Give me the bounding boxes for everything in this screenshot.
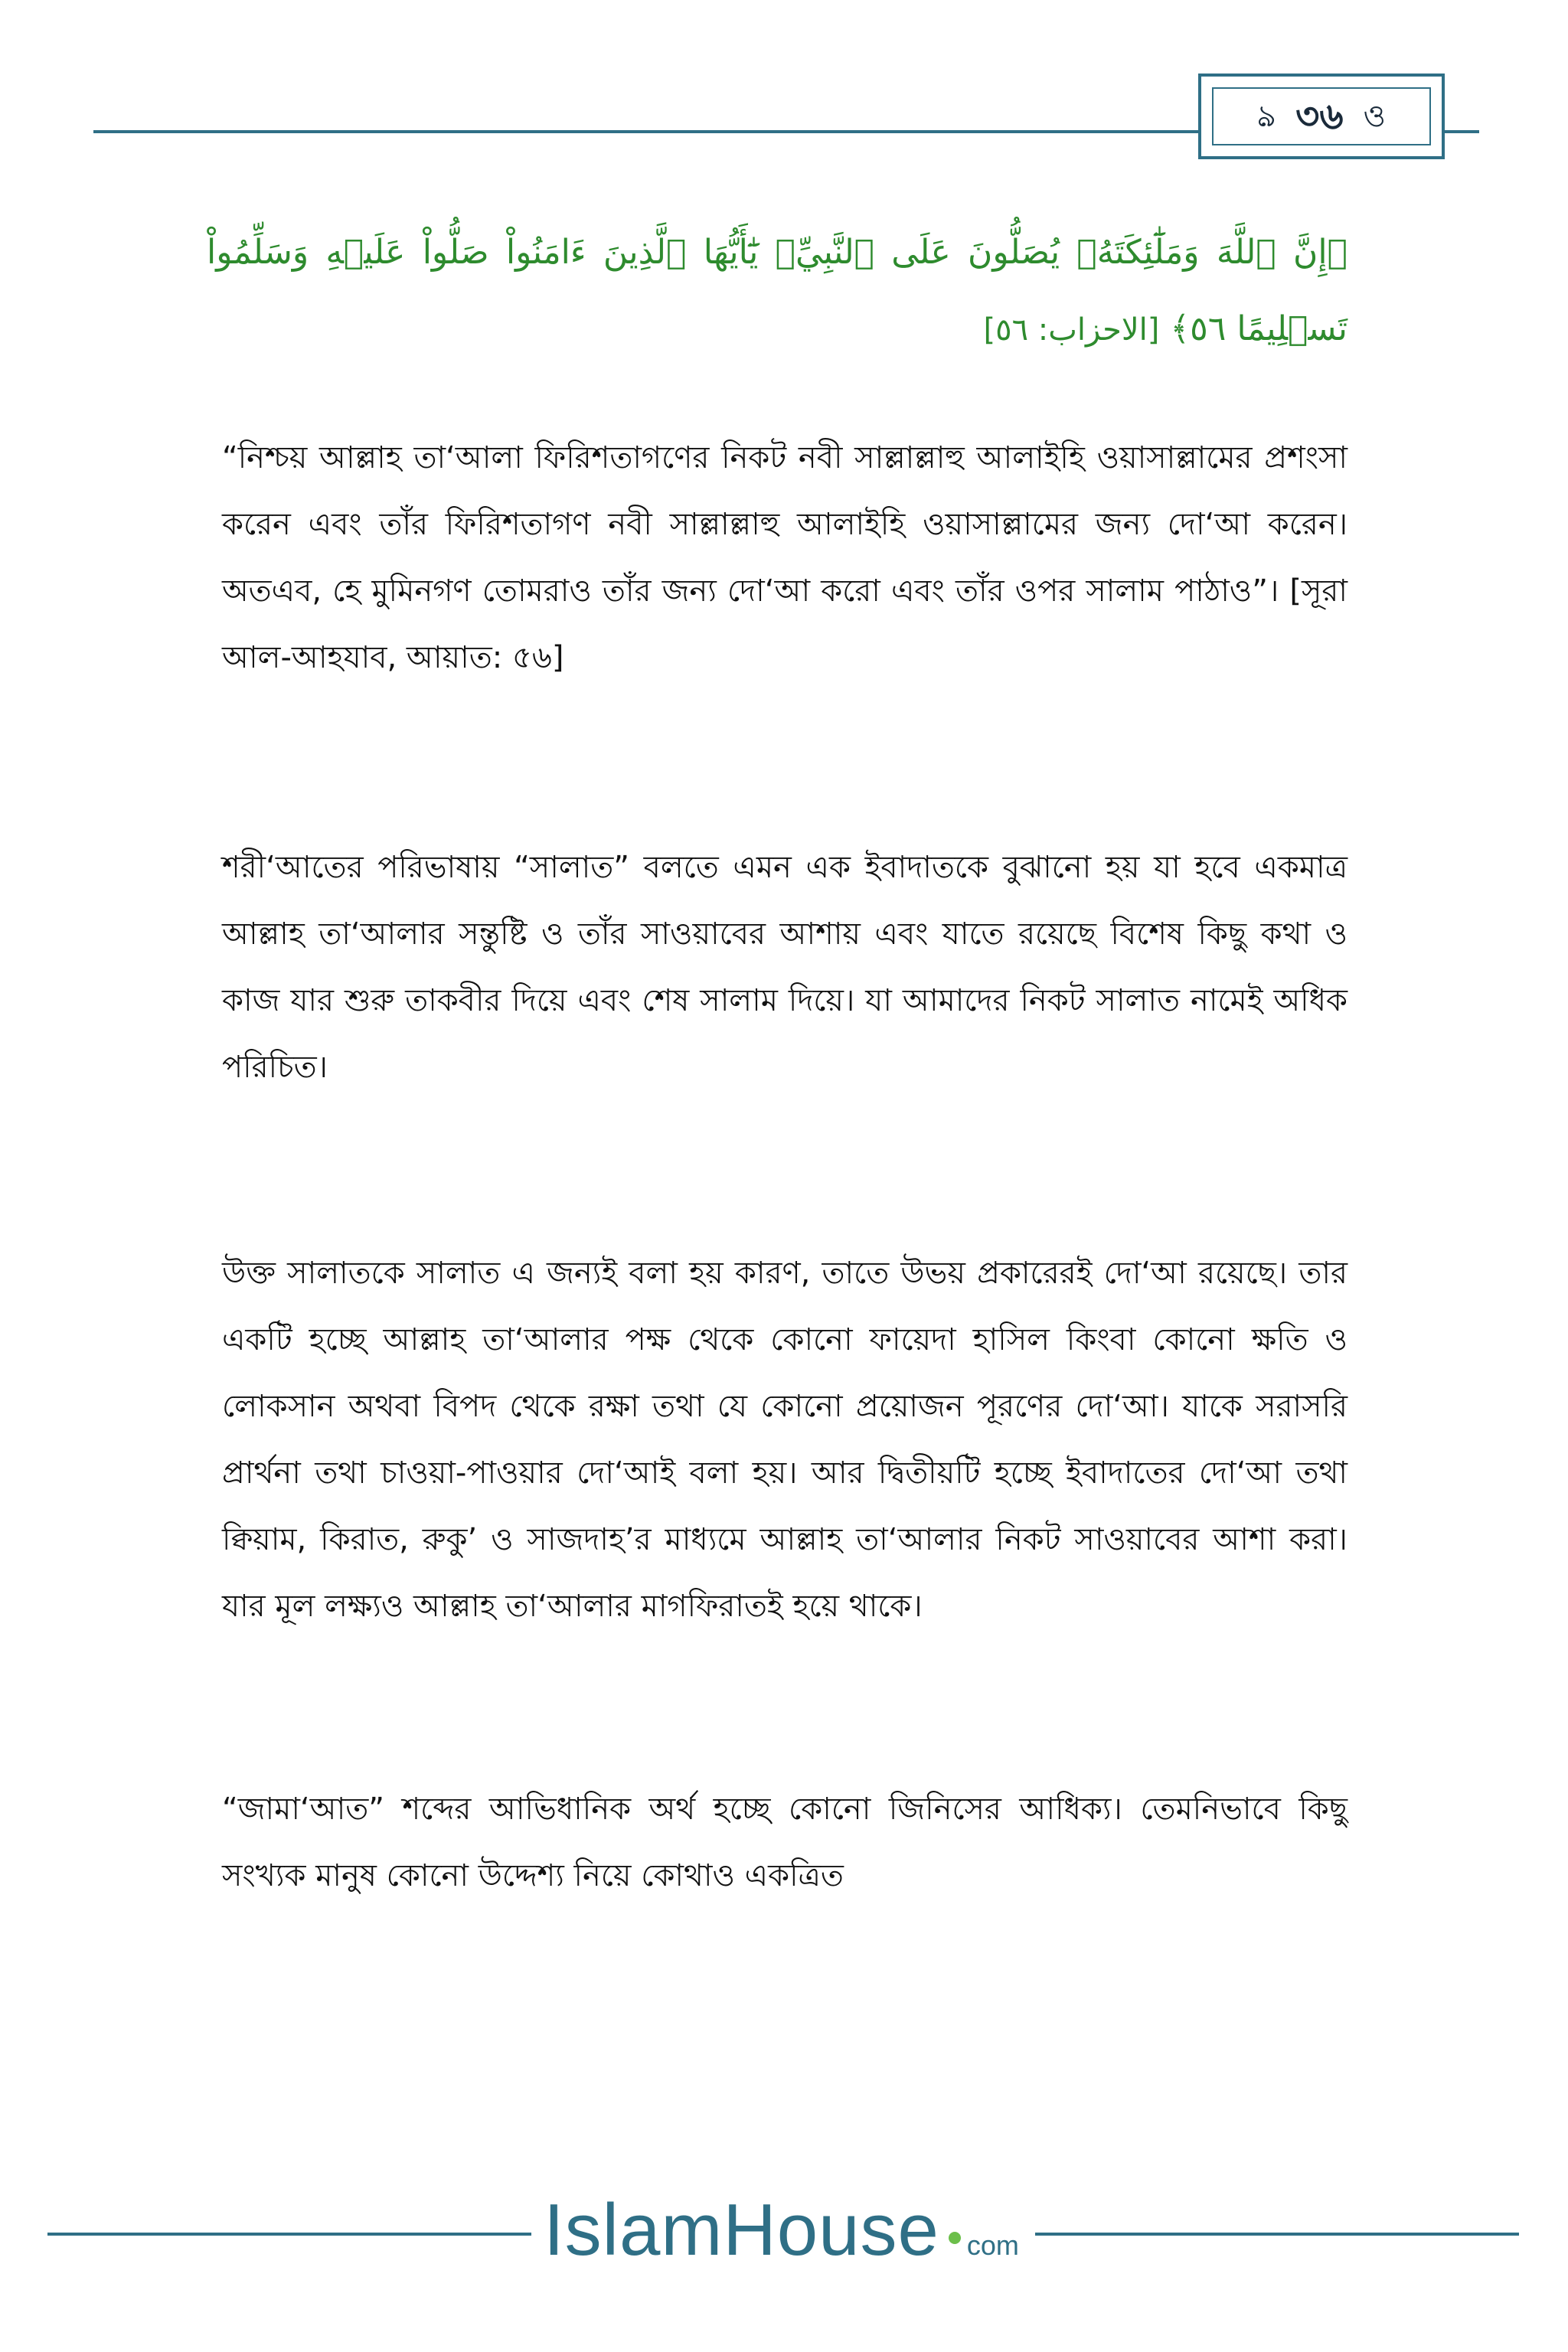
page-number-frame <box>1212 87 1431 145</box>
footer-brand-suffix: com <box>966 2230 1019 2261</box>
quran-verse-reference: [الاحزاب: ٥٦] <box>983 312 1160 348</box>
ornament-left-icon: ঌ <box>1257 99 1276 134</box>
brand-dot-icon <box>949 2232 961 2244</box>
paragraph-salat-definition: শরী‘আতের পরিভাষায় “সালাত” বলতে এমন এক ইবাদাতকে বুঝানো হয় যা হবে একমাত্র আল্লাহ তা‘আলার সন্তুষ্টি ও তাঁর সাওয়াবের আশায় এবং যাতে রয়েছে বিশেষ কিছু কথা ও কাজ যার শুরু তাকবীর দিয়ে এবং শেষ সালাম দিয়ে। যা আমাদের নিকট সালাত নামেই অধিক পরিচিত। <box>222 850 1348 1085</box>
footer-rule-left <box>47 2233 531 2236</box>
footer-rule-right <box>1035 2233 1519 2236</box>
footer-brand-name: IslamHouse <box>544 2189 939 2271</box>
paragraph-translation: “নিশ্চয় আল্লাহ তা‘আলা ফিরিশতাগণের নিকট নবী সাল্লাল্লাহু আলাইহি ওয়াসাল্লামের প্রশংসা করেন এবং তাঁর ফিরিশতাগণ নবী সাল্লাল্লাহু আলাইহি ওয়াসাল্লামের জন্য দো‘আ করেন। অতএব, হে মুমিনগণ তোমরাও তাঁর জন্য দো‘আ করো এবং তাঁর ওপর সালাম পাঠাও”। [সূরা আল-আহযাব, আয়াত: ৫৬] <box>222 440 1348 675</box>
page-number: ৩৬ <box>1295 95 1344 138</box>
ornament-right-icon: ও <box>1363 99 1386 134</box>
page-number-badge <box>1198 74 1445 159</box>
footer-logo <box>544 2188 1019 2272</box>
quran-verse-text: ﴿إِنَّ ٱللَّهَ وَمَلَٰٓئِكَتَهُۥ يُصَلُّونَ عَلَى ٱلنَّبِيِّۚ يَٰٓأَيُّهَا ٱلَّذِينَ ءَامَنُواْ صَلُّواْ عَلَيۡهِ وَسَلِّمُواْ تَسۡلِيمًا ٥٦﴾ <box>207 233 1348 348</box>
quran-verse <box>207 214 1348 368</box>
paragraph-salat-reason: উক্ত সালাতকে সালাত এ জন্যই বলা হয় কারণ, তাতে উভয় প্রকারেরই দো‘আ রয়েছে। তার একটি হচ্ছে আল্লাহ তা‘আলার পক্ষ থেকে কোনো ফায়েদা হাসিল কিংবা কোনো ক্ষতি ও লোকসান অথবা বিপদ থেকে রক্ষা তথা যে কোনো প্রয়োজন পূরণের দো‘আ। যাকে সরাসরি প্রার্থনা তথা চাওয়া-পাওয়ার দো‘আই বলা হয়। আর দ্বিতীয়টি হচ্ছে ইবাদাতের দো‘আ তথা ক্বিয়াম, কিরাত, রুকু’ ও সাজদাহ’র মাধ্যমে আল্লাহ তা‘আলার নিকট সাওয়াবের আশা করা। যার মূল লক্ষ্যও আল্লাহ তা‘আলার মাগফিরাতই হয়ে থাকে। <box>222 1256 1348 1624</box>
paragraph-jamaat-definition: “জামা‘আত” শব্দের আভিধানিক অর্থ হচ্ছে কোনো জিনিসের আধিক্য। তেমনিভাবে কিছু সংখ্যক মানুষ কোনো উদ্দেশ্য নিয়ে কোথাও একত্রিত <box>222 1792 1348 1893</box>
